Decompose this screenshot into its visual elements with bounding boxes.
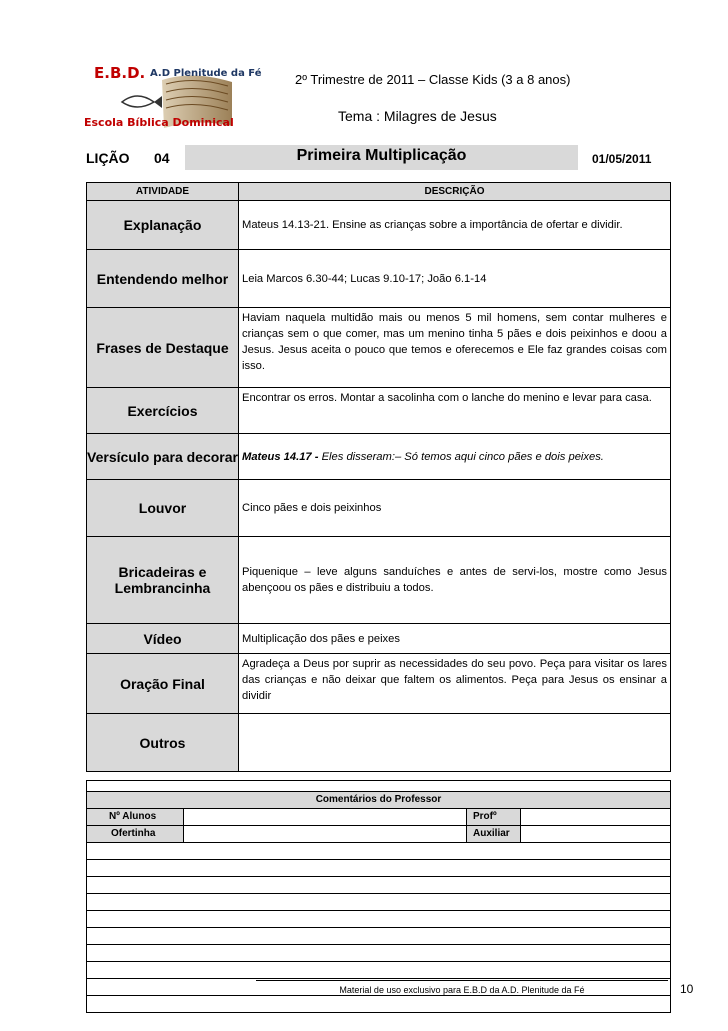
ofertinha-label: Ofertinha: [87, 826, 184, 842]
table-row: [87, 537, 670, 624]
activity-cell: Explanação: [87, 201, 239, 249]
comments-spacer-row: [87, 781, 670, 792]
logo-ebd: E.B.D.: [94, 64, 146, 82]
activity-cell: Exercícios: [87, 388, 239, 433]
activity-cell: Oração Final: [87, 654, 239, 713]
description-cell: Multiplicação dos pães e peixes: [242, 632, 400, 645]
lesson-number: 04: [154, 150, 170, 166]
comments-table: [86, 780, 671, 1013]
comment-line[interactable]: [87, 877, 670, 894]
description-cell: Encontrar os erros. Montar a sacolinha com o lanche do menino e levar para casa.: [242, 392, 652, 404]
lesson-label: LIÇÃO: [86, 150, 130, 166]
activity-cell: Entendendo melhor: [87, 250, 239, 307]
col-activity-header: ATIVIDADE: [87, 183, 239, 200]
prof-field[interactable]: [521, 809, 670, 825]
fish-icon: [122, 96, 154, 107]
table-row: [87, 250, 670, 308]
table-row: [87, 480, 670, 537]
comment-line[interactable]: [87, 928, 670, 945]
description-cell: Leia Marcos 6.30-44; Lucas 9.10-17; João 6.1-14: [242, 272, 487, 285]
comment-line[interactable]: [87, 911, 670, 928]
description-cell: [239, 714, 670, 771]
table-row: [87, 308, 670, 388]
alunos-field[interactable]: [184, 809, 466, 825]
activity-cell: Frases de Destaque: [87, 308, 239, 387]
description-cell: Mateus 14.13-21. Ensine as crianças sobre a importância de ofertar e dividir.: [242, 219, 623, 231]
logo-school: Escola Bíblica Dominical: [84, 116, 234, 129]
activity-cell: Outros: [87, 714, 239, 771]
col-description-header: DESCRIÇÃO: [239, 183, 670, 200]
comment-line[interactable]: [87, 945, 670, 962]
page-number: 10: [680, 982, 694, 996]
table-row: [87, 388, 670, 434]
alunos-label: Nº Alunos: [87, 809, 184, 825]
activity-cell: Vídeo: [87, 624, 239, 653]
table-header: [87, 183, 670, 201]
description-cell: Haviam naquela multidão mais ou menos 5 mil homens, sem contar mulheres e crianças sem o que comer, mas um menino tinha 5 pães e dois peixinhos e doou a Jesus. Jesus aceita o pouco que temos e oferecemos e Ele faz grandes coisas com isso.: [242, 312, 667, 372]
verse-text: Eles disseram:– Só temos aqui cinco pães e dois peixes.: [321, 450, 604, 463]
activity-cell: Versículo para decorar: [87, 434, 239, 479]
description-cell: Piquenique – leve alguns sanduíches e antes de servi-los, mostre como Jesus abençoou os pães e distribuiu a todos.: [242, 566, 667, 594]
verse-reference: Mateus 14.17 -: [242, 450, 319, 463]
ofertinha-row: [87, 826, 670, 843]
comment-line[interactable]: [87, 962, 670, 979]
comment-line[interactable]: [87, 843, 670, 860]
description-cell: Agradeça a Deus por suprir as necessidades do seu povo. Peça para visitar os lares das crianças e não deixar que faltem os alimentos. Peça para Jesus os ensinar a dividir: [242, 658, 667, 702]
activity-cell: Louvor: [87, 480, 239, 536]
table-row: [87, 654, 670, 714]
logo-church: A.D Plenitude da Fé: [150, 68, 262, 79]
activity-table: [86, 182, 671, 772]
lesson-date: 01/05/2011: [592, 152, 652, 166]
trimester-line: 2º Trimestre de 2011 – Classe Kids (3 a 8 anos): [295, 72, 571, 87]
lesson-title: Primeira Multiplicação: [296, 147, 467, 164]
comment-line[interactable]: [87, 996, 670, 1012]
table-row: [87, 624, 670, 654]
description-cell: Cinco pães e dois peixinhos: [242, 502, 382, 514]
table-row: [87, 201, 670, 250]
footer-text: Material de uso exclusivo para E.B.D da A.D. Plenitude da Fé: [256, 980, 668, 995]
prof-label: Profº: [466, 809, 521, 825]
table-row: [87, 714, 670, 772]
description-cell: [239, 434, 670, 479]
ofertinha-field[interactable]: [184, 826, 466, 842]
table-row: [87, 434, 670, 480]
activity-cell: Bricadeiras e Lembrancinha: [87, 537, 239, 623]
logo: [82, 60, 262, 138]
comment-line[interactable]: [87, 860, 670, 877]
theme-line: Tema : Milagres de Jesus: [338, 108, 497, 124]
comment-line[interactable]: [87, 894, 670, 911]
comments-title: Comentários do Professor: [87, 792, 670, 809]
auxiliar-label: Auxiliar: [466, 826, 521, 842]
auxiliar-field[interactable]: [521, 826, 670, 842]
alunos-row: [87, 809, 670, 826]
